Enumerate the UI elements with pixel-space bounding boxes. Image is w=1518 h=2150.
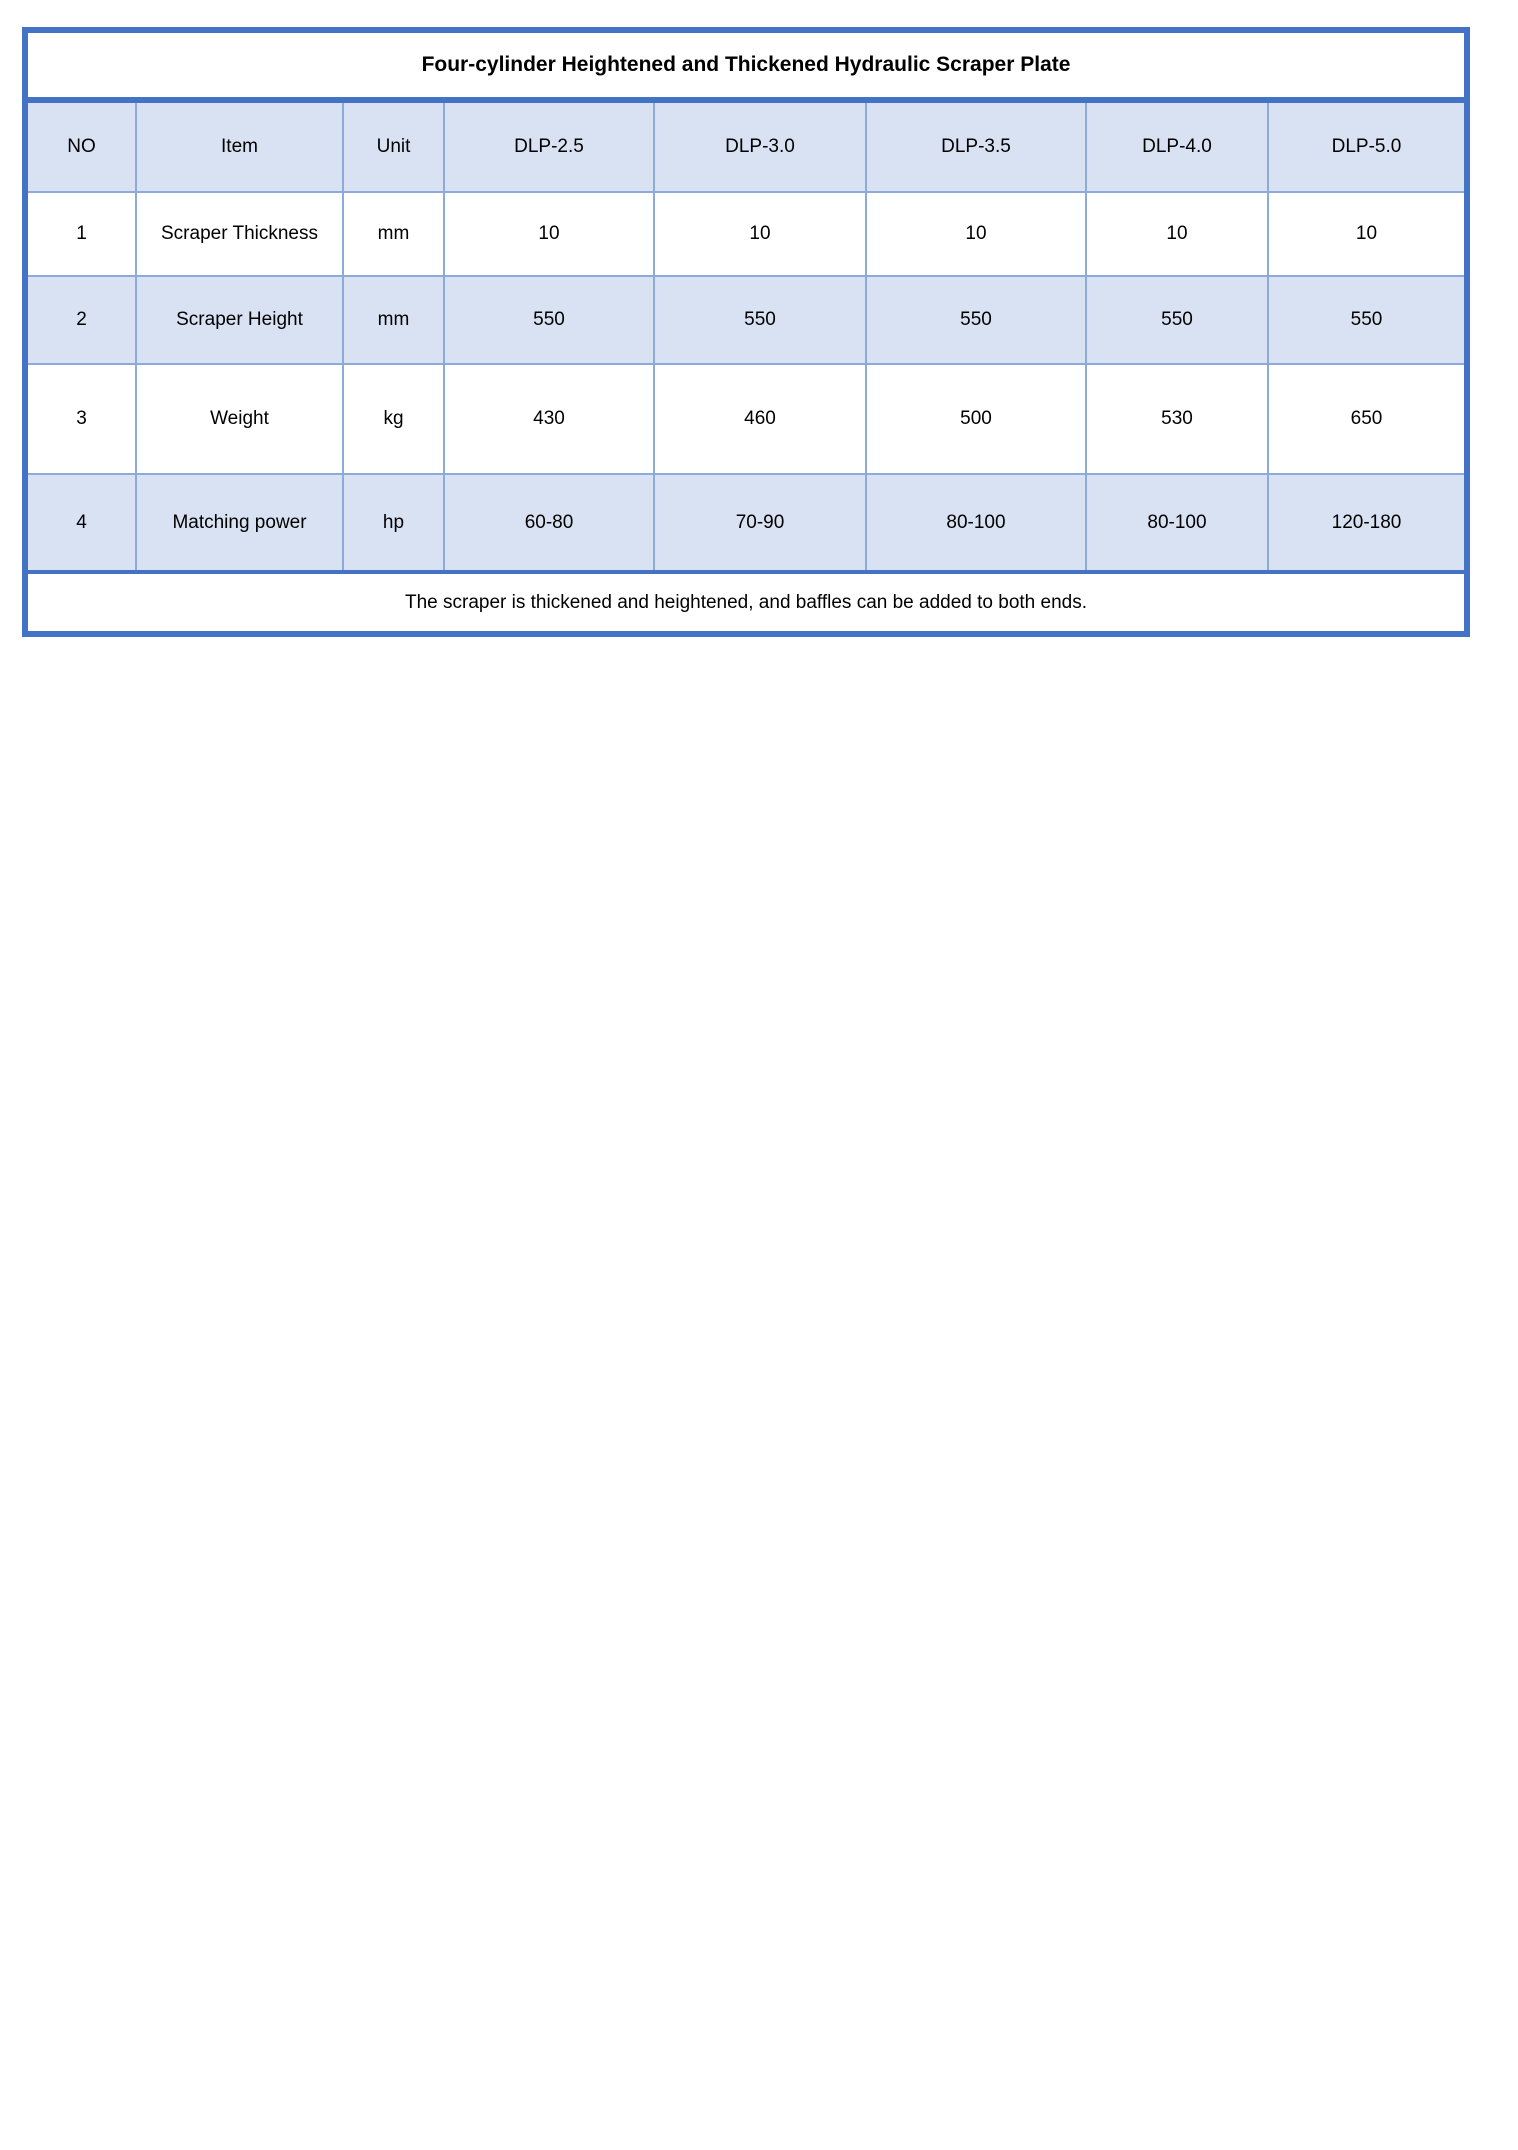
value-cell: 80-100 bbox=[866, 474, 1086, 572]
row-number-cell: 2 bbox=[25, 276, 136, 364]
item-cell: Scraper Height bbox=[136, 276, 343, 364]
value-cell: 10 bbox=[1268, 192, 1467, 276]
value-cell: 10 bbox=[866, 192, 1086, 276]
table-row bbox=[25, 474, 1467, 572]
column-header-dlp-4-0: DLP-4.0 bbox=[1086, 100, 1268, 192]
unit-cell: kg bbox=[343, 364, 444, 474]
row-number-cell: 3 bbox=[25, 364, 136, 474]
column-header-item: Item bbox=[136, 100, 343, 192]
spec-table bbox=[22, 27, 1470, 637]
footnote-row bbox=[25, 572, 1467, 634]
value-cell: 550 bbox=[444, 276, 654, 364]
table-row bbox=[25, 192, 1467, 276]
value-cell: 550 bbox=[1086, 276, 1268, 364]
table-title: Four-cylinder Heightened and Thickened Hydraulic Scraper Plate bbox=[25, 30, 1467, 100]
row-number-cell: 1 bbox=[25, 192, 136, 276]
value-cell: 80-100 bbox=[1086, 474, 1268, 572]
value-cell: 10 bbox=[1086, 192, 1268, 276]
unit-cell: mm bbox=[343, 192, 444, 276]
column-header-no: NO bbox=[25, 100, 136, 192]
value-cell: 10 bbox=[444, 192, 654, 276]
column-header-unit: Unit bbox=[343, 100, 444, 192]
item-cell: Matching power bbox=[136, 474, 343, 572]
value-cell: 70-90 bbox=[654, 474, 866, 572]
column-header-dlp-3-5: DLP-3.5 bbox=[866, 100, 1086, 192]
value-cell: 550 bbox=[1268, 276, 1467, 364]
item-cell: Scraper Thickness bbox=[136, 192, 343, 276]
value-cell: 120-180 bbox=[1268, 474, 1467, 572]
value-cell: 10 bbox=[654, 192, 866, 276]
value-cell: 550 bbox=[866, 276, 1086, 364]
unit-cell: hp bbox=[343, 474, 444, 572]
title-row bbox=[25, 30, 1467, 100]
unit-cell: mm bbox=[343, 276, 444, 364]
table-row bbox=[25, 276, 1467, 364]
value-cell: 460 bbox=[654, 364, 866, 474]
header-row bbox=[25, 100, 1467, 192]
table-row bbox=[25, 364, 1467, 474]
value-cell: 650 bbox=[1268, 364, 1467, 474]
value-cell: 500 bbox=[866, 364, 1086, 474]
value-cell: 530 bbox=[1086, 364, 1268, 474]
item-cell: Weight bbox=[136, 364, 343, 474]
column-header-dlp-3-0: DLP-3.0 bbox=[654, 100, 866, 192]
value-cell: 430 bbox=[444, 364, 654, 474]
row-number-cell: 4 bbox=[25, 474, 136, 572]
column-header-dlp-5-0: DLP-5.0 bbox=[1268, 100, 1467, 192]
footnote: The scraper is thickened and heightened, and baffles can be added to both ends. bbox=[25, 572, 1467, 634]
value-cell: 550 bbox=[654, 276, 866, 364]
value-cell: 60-80 bbox=[444, 474, 654, 572]
column-header-dlp-2-5: DLP-2.5 bbox=[444, 100, 654, 192]
